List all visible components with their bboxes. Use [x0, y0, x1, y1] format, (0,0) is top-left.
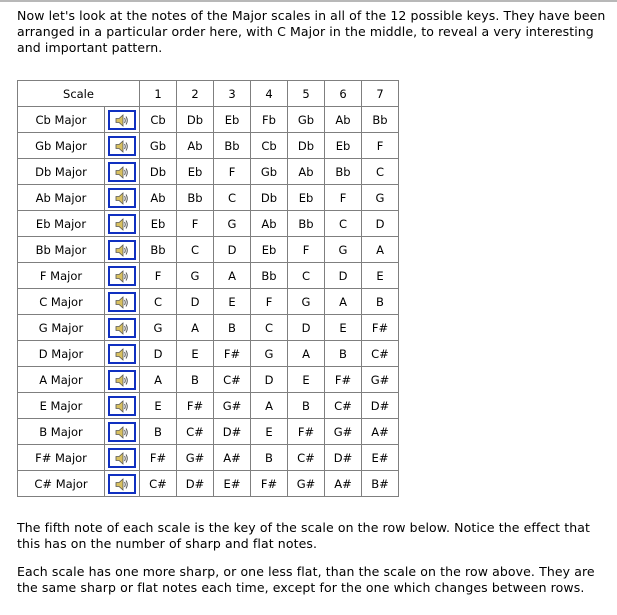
table-row [18, 471, 399, 497]
play-cell [105, 211, 140, 237]
note-cell-degree-3: A [214, 263, 251, 289]
play-cell [105, 185, 140, 211]
play-cell [105, 341, 140, 367]
play-scale-button[interactable] [108, 110, 136, 130]
note-cell-degree-6: A [325, 289, 362, 315]
note-cell-degree-2: C [177, 237, 214, 263]
note-cell-degree-1: C [140, 289, 177, 315]
header-degree-6: 6 [325, 81, 362, 107]
note-cell-degree-7: A# [362, 419, 399, 445]
play-cell [105, 289, 140, 315]
note-cell-degree-6: F [325, 185, 362, 211]
table-row [18, 315, 399, 341]
table-row [18, 211, 399, 237]
scale-name: E Major [18, 393, 105, 419]
note-cell-degree-2: B [177, 367, 214, 393]
play-scale-button[interactable] [108, 422, 136, 442]
scale-name: Ab Major [18, 185, 105, 211]
note-cell-degree-3: E# [214, 471, 251, 497]
scale-name: Db Major [18, 159, 105, 185]
note-cell-degree-5: F [288, 237, 325, 263]
scale-name: Gb Major [18, 133, 105, 159]
table-row [18, 289, 399, 315]
note-cell-degree-1: Gb [140, 133, 177, 159]
table-row [18, 159, 399, 185]
top-border [0, 0, 617, 2]
note-cell-degree-3: D# [214, 419, 251, 445]
table-row [18, 367, 399, 393]
note-cell-degree-5: B [288, 393, 325, 419]
note-cell-degree-1: A [140, 367, 177, 393]
note-cell-degree-2: Eb [177, 159, 214, 185]
play-scale-button[interactable] [108, 396, 136, 416]
table-row [18, 133, 399, 159]
play-scale-button[interactable] [108, 448, 136, 468]
note-cell-degree-7: D# [362, 393, 399, 419]
play-scale-button[interactable] [108, 292, 136, 312]
note-cell-degree-1: D [140, 341, 177, 367]
play-cell [105, 315, 140, 341]
play-cell [105, 419, 140, 445]
note-cell-degree-2: G [177, 263, 214, 289]
play-cell [105, 393, 140, 419]
note-cell-degree-4: Ab [251, 211, 288, 237]
play-cell [105, 133, 140, 159]
note-cell-degree-1: F [140, 263, 177, 289]
note-cell-degree-1: C# [140, 471, 177, 497]
note-cell-degree-3: E [214, 289, 251, 315]
note-cell-degree-3: Bb [214, 133, 251, 159]
header-degree-5: 5 [288, 81, 325, 107]
note-cell-degree-2: E [177, 341, 214, 367]
major-scales-table [17, 80, 399, 497]
scale-name: C Major [18, 289, 105, 315]
note-cell-degree-4: Cb [251, 133, 288, 159]
note-cell-degree-6: A# [325, 471, 362, 497]
note-cell-degree-3: A# [214, 445, 251, 471]
note-cell-degree-6: G [325, 237, 362, 263]
note-cell-degree-4: B [251, 445, 288, 471]
note-cell-degree-4: Bb [251, 263, 288, 289]
note-cell-degree-1: E [140, 393, 177, 419]
note-cell-degree-3: F [214, 159, 251, 185]
note-cell-degree-3: B [214, 315, 251, 341]
play-cell [105, 471, 140, 497]
note-cell-degree-2: F [177, 211, 214, 237]
note-cell-degree-3: C# [214, 367, 251, 393]
scale-name: Bb Major [18, 237, 105, 263]
note-cell-degree-6: C [325, 211, 362, 237]
scale-name: D Major [18, 341, 105, 367]
note-cell-degree-6: D# [325, 445, 362, 471]
note-cell-degree-3: G [214, 211, 251, 237]
note-cell-degree-2: D [177, 289, 214, 315]
scale-name: Cb Major [18, 107, 105, 133]
scale-name: C# Major [18, 471, 105, 497]
play-scale-button[interactable] [108, 188, 136, 208]
play-scale-button[interactable] [108, 214, 136, 234]
note-cell-degree-6: Ab [325, 107, 362, 133]
note-cell-degree-4: Fb [251, 107, 288, 133]
note-cell-degree-5: Eb [288, 185, 325, 211]
play-scale-button[interactable] [108, 370, 136, 390]
table-row [18, 107, 399, 133]
play-cell [105, 367, 140, 393]
play-scale-button[interactable] [108, 136, 136, 156]
header-scale: Scale [18, 81, 140, 107]
note-cell-degree-2: Bb [177, 185, 214, 211]
note-cell-degree-7: Bb [362, 107, 399, 133]
header-degree-2: 2 [177, 81, 214, 107]
header-degree-4: 4 [251, 81, 288, 107]
note-cell-degree-1: Bb [140, 237, 177, 263]
note-cell-degree-7: F# [362, 315, 399, 341]
note-cell-degree-4: Db [251, 185, 288, 211]
note-cell-degree-5: G [288, 289, 325, 315]
note-cell-degree-1: Eb [140, 211, 177, 237]
table-row [18, 341, 399, 367]
note-cell-degree-3: C [214, 185, 251, 211]
note-cell-degree-2: G# [177, 445, 214, 471]
note-cell-degree-4: F [251, 289, 288, 315]
note-cell-degree-5: C [288, 263, 325, 289]
note-cell-degree-7: F [362, 133, 399, 159]
scale-name: G Major [18, 315, 105, 341]
table-row [18, 185, 399, 211]
note-cell-degree-5: G# [288, 471, 325, 497]
header-degree-3: 3 [214, 81, 251, 107]
note-cell-degree-5: D [288, 315, 325, 341]
note-cell-degree-3: F# [214, 341, 251, 367]
note-cell-degree-1: B [140, 419, 177, 445]
play-cell [105, 107, 140, 133]
scale-name: F# Major [18, 445, 105, 471]
note-cell-degree-4: A [251, 393, 288, 419]
note-cell-degree-1: Ab [140, 185, 177, 211]
table-row [18, 419, 399, 445]
scale-name: Eb Major [18, 211, 105, 237]
note-cell-degree-7: E [362, 263, 399, 289]
note-cell-degree-6: E [325, 315, 362, 341]
note-cell-degree-7: C# [362, 341, 399, 367]
note-cell-degree-4: Eb [251, 237, 288, 263]
note-cell-degree-6: Bb [325, 159, 362, 185]
note-cell-degree-1: F# [140, 445, 177, 471]
note-cell-degree-7: D [362, 211, 399, 237]
note-cell-degree-3: G# [214, 393, 251, 419]
play-scale-button[interactable] [108, 318, 136, 338]
play-scale-button[interactable] [108, 162, 136, 182]
note-cell-degree-3: Eb [214, 107, 251, 133]
note-cell-degree-1: Db [140, 159, 177, 185]
table-row [18, 445, 399, 471]
note-cell-degree-6: B [325, 341, 362, 367]
play-cell [105, 263, 140, 289]
note-cell-degree-6: G# [325, 419, 362, 445]
intro-paragraph: Now let's look at the notes of the Major scales in all of the 12 possible keys. They have been arranged in a particular order here, with C Major in the middle, to reveal a very interesting and important pattern. [17, 8, 606, 55]
note-cell-degree-6: D [325, 263, 362, 289]
note-cell-degree-5: F# [288, 419, 325, 445]
note-cell-degree-2: C# [177, 419, 214, 445]
table-header-row [18, 81, 399, 107]
play-scale-button[interactable] [108, 344, 136, 364]
fifth-note-paragraph: The fifth note of each scale is the key of the scale on the row below. Notice the effect that this has on the number of sharp and flat notes. [17, 520, 591, 551]
header-degree-7: 7 [362, 81, 399, 107]
table-row [18, 393, 399, 419]
note-cell-degree-4: G [251, 341, 288, 367]
note-cell-degree-6: F# [325, 367, 362, 393]
note-cell-degree-4: E [251, 419, 288, 445]
note-cell-degree-5: Gb [288, 107, 325, 133]
note-cell-degree-2: Ab [177, 133, 214, 159]
note-cell-degree-3: D [214, 237, 251, 263]
table-row [18, 237, 399, 263]
play-cell [105, 445, 140, 471]
play-scale-button[interactable] [108, 266, 136, 286]
note-cell-degree-7: G [362, 185, 399, 211]
play-scale-button[interactable] [108, 240, 136, 260]
table-row [18, 263, 399, 289]
note-cell-degree-6: C# [325, 393, 362, 419]
note-cell-degree-7: A [362, 237, 399, 263]
header-degree-1: 1 [140, 81, 177, 107]
note-cell-degree-5: C# [288, 445, 325, 471]
note-cell-degree-7: B# [362, 471, 399, 497]
sharps-flats-paragraph: Each scale has one more sharp, or one less flat, than the scale on the row above. They are the same sharp or flat notes each time, except for the one which changes between rows. [17, 564, 595, 595]
scale-name: F Major [18, 263, 105, 289]
note-cell-degree-7: G# [362, 367, 399, 393]
note-cell-degree-4: Gb [251, 159, 288, 185]
note-cell-degree-2: D# [177, 471, 214, 497]
note-cell-degree-2: A [177, 315, 214, 341]
note-cell-degree-5: A [288, 341, 325, 367]
note-cell-degree-5: Ab [288, 159, 325, 185]
note-cell-degree-2: Db [177, 107, 214, 133]
note-cell-degree-4: C [251, 315, 288, 341]
note-cell-degree-6: Eb [325, 133, 362, 159]
note-cell-degree-7: E# [362, 445, 399, 471]
note-cell-degree-5: Bb [288, 211, 325, 237]
note-cell-degree-2: F# [177, 393, 214, 419]
play-cell [105, 237, 140, 263]
note-cell-degree-1: Cb [140, 107, 177, 133]
play-cell [105, 159, 140, 185]
note-cell-degree-7: B [362, 289, 399, 315]
note-cell-degree-7: C [362, 159, 399, 185]
play-scale-button[interactable] [108, 474, 136, 494]
note-cell-degree-5: Db [288, 133, 325, 159]
scale-name: A Major [18, 367, 105, 393]
note-cell-degree-4: F# [251, 471, 288, 497]
note-cell-degree-5: E [288, 367, 325, 393]
note-cell-degree-1: G [140, 315, 177, 341]
scale-name: B Major [18, 419, 105, 445]
note-cell-degree-4: D [251, 367, 288, 393]
